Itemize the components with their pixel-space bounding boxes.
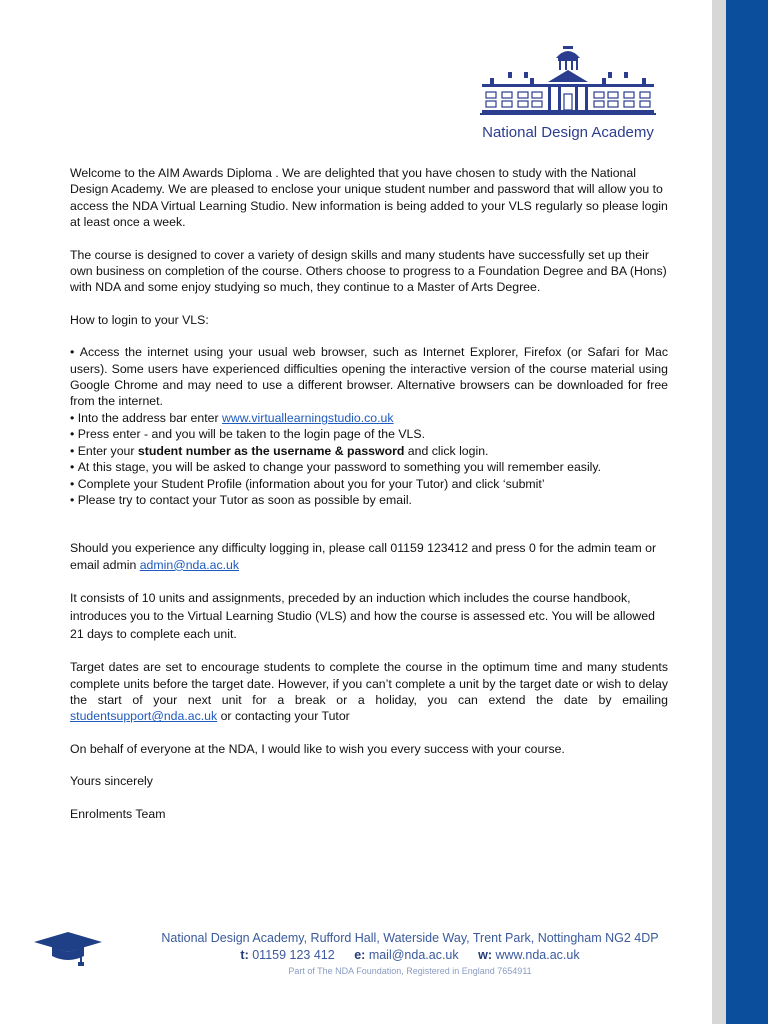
web-label: w: — [478, 948, 493, 962]
target-dates-paragraph — [70, 659, 668, 725]
footer-email[interactable]: mail@nda.ac.uk — [368, 948, 459, 962]
letter-body — [70, 165, 668, 838]
difficulty-paragraph — [70, 540, 668, 573]
login-steps-list — [70, 344, 668, 508]
list-item — [70, 459, 668, 475]
logo-academy-name: National Design Academy — [482, 124, 654, 141]
page-edge-blue-band — [726, 0, 768, 1024]
phone-label: t: — [240, 948, 249, 962]
student-support-email-link[interactable]: studentsupport@nda.ac.uk — [70, 709, 218, 724]
closing-line: Yours sincerely — [70, 774, 153, 789]
footer-contacts — [150, 946, 670, 964]
footer-website[interactable]: www.nda.ac.uk — [495, 948, 580, 962]
list-item — [70, 426, 668, 442]
difficulty-text: Should you experience any difficulty logging in, please call 01159 123412 and press 0 for the admin team or email admin — [70, 541, 657, 572]
target-dates-suffix: or contacting your Tutor — [217, 709, 350, 724]
step-contact-tutor-text: Please try to contact your Tutor as soon as possible by email. — [77, 492, 412, 507]
footer-registration: Part of The NDA Foundation, Registered in England 7654911 — [288, 966, 532, 976]
step-browser-text: Access the internet using your usual web browser, such as Internet Explorer, Firefox (or Safari for Mac users). Some users have experienced difficulties opening the interactive version of the course material using Google Chrome and may need to use a different browser. Alternative browsers can be downloaded for free from the internet. — [70, 345, 668, 409]
step-enter-text: Press enter - and you will be taken to the login page of the VLS. — [77, 427, 425, 442]
target-dates-text: Target dates are set to encourage students to complete the course in the optimum time and many students complete units before the target date. However, if you can’t complete a unit by the target date or wish to delay the start of your next unit for a break or a holiday, you can extend the date by emailing — [70, 660, 668, 707]
units-paragraph: It consists of 10 units and assignments, preceded by an induction which includes the course handbook, introduces you to the Virtual Learning Studio (VLS) and how the course is assessed etc. You will be allowed 21 days to complete each unit. — [70, 591, 655, 642]
list-item — [70, 344, 668, 410]
good-wishes-paragraph: On behalf of everyone at the NDA, I would like to wish you every success with your course. — [70, 741, 565, 756]
step-credentials-bold: student number as the username & password — [137, 443, 405, 458]
footer — [150, 930, 670, 978]
list-item — [70, 476, 668, 492]
step-profile-text: Complete your Student Profile (information about you for your Tutor) and click ‘submit’ — [77, 476, 545, 491]
admin-email-link[interactable]: admin@nda.ac.uk — [139, 557, 240, 572]
footer-phone: 01159 123 412 — [252, 948, 335, 962]
list-item — [70, 410, 668, 426]
list-item — [70, 492, 668, 508]
email-label: e: — [354, 948, 366, 962]
login-heading: How to login to your VLS: — [70, 312, 209, 327]
building-logo-icon — [470, 44, 666, 124]
page-edge-grey-band — [712, 0, 726, 1024]
intro-paragraph: Welcome to the AIM Awards Diploma . We are delighted that you have chosen to study with the National Design Academy. We are pleased to enclose your unique student number and password that will allow you to access the NDA Virtual Learning Studio. New information is being added to your VLS regularly so please login at least once a week. — [70, 166, 668, 230]
step-credentials-prefix: Enter your — [77, 443, 138, 458]
footer-address: National Design Academy, Rufford Hall, Waterside Way, Trent Park, Nottingham NG2 4DP — [161, 931, 659, 945]
course-paragraph: The course is designed to cover a variety of design skills and many students have successfully set up their own business on completion of the course. Others choose to progress to a Foundation Degree and BA (Hons) with NDA and some enjoy studying so much, they continue to a Master of Arts Degree. — [70, 247, 667, 295]
vls-website-link[interactable]: www.virtuallearningstudio.co.uk — [221, 410, 394, 425]
step-credentials-suffix: and click login. — [404, 443, 489, 458]
step-password-text: At this stage, you will be asked to change your password to something you will remember easily. — [77, 460, 602, 475]
graduation-cap-icon — [32, 930, 104, 970]
list-item — [70, 443, 668, 459]
nda-logo — [470, 44, 666, 148]
step-address-text: Into the address bar enter — [77, 410, 222, 425]
signature-line: Enrolments Team — [70, 806, 166, 821]
